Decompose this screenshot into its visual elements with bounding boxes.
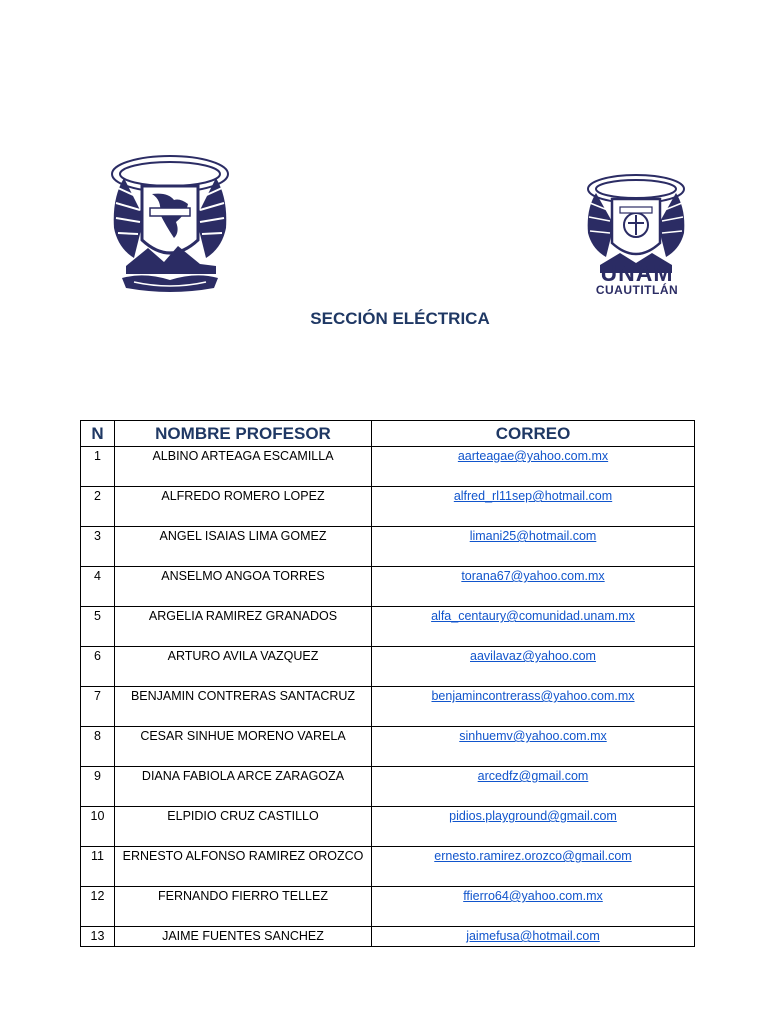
table-row [81,767,695,807]
row-nombre: ARGELIA RAMIREZ GRANADOS [115,607,372,647]
row-number: 5 [81,607,115,647]
header-n: N [81,421,115,447]
row-correo-link[interactable]: alfa_centaury@comunidad.unam.mx [431,609,635,623]
row-number: 12 [81,887,115,927]
row-nombre: ANGEL ISAIAS LIMA GOMEZ [115,527,372,567]
row-nombre: ARTURO AVILA VAZQUEZ [115,647,372,687]
table-row [81,847,695,887]
row-nombre: ERNESTO ALFONSO RAMIREZ OROZCO [115,847,372,887]
table-row [81,647,695,687]
table-row [81,727,695,767]
unam-escudo-icon [104,148,236,298]
page-title: SECCIÓN ELÉCTRICA [310,309,490,328]
row-number: 10 [81,807,115,847]
row-number: 8 [81,727,115,767]
row-correo-link[interactable]: ernesto.ramirez.orozco@gmail.com [434,849,632,863]
row-nombre: ALFREDO ROMERO LOPEZ [115,487,372,527]
header-nombre: NOMBRE PROFESOR [115,421,372,447]
table-row [81,527,695,567]
row-nombre: ALBINO ARTEAGA ESCAMILLA [115,447,372,487]
row-nombre: ANSELMO ANGOA TORRES [115,567,372,607]
row-nombre: JAIME FUENTES SANCHEZ [115,927,372,947]
row-number: 13 [81,927,115,947]
table-row [81,807,695,847]
row-correo-link[interactable]: jaimefusa@hotmail.com [466,929,600,943]
row-correo-link[interactable]: torana67@yahoo.com.mx [461,569,605,583]
row-number: 11 [81,847,115,887]
table-row [81,447,695,487]
row-correo-link[interactable]: pidios.playground@gmail.com [449,809,617,823]
row-correo-link[interactable]: alfred_rl11sep@hotmail.com [453,489,613,503]
row-correo-link[interactable]: benjamincontrerass@yahoo.com.mx [431,689,635,703]
row-correo-link[interactable]: aavilavaz@yahoo.com [470,649,596,663]
table-row [81,607,695,647]
row-correo-link[interactable]: arcedfz@gmail.com [477,769,589,783]
table-row [81,567,695,607]
row-number: 3 [81,527,115,567]
row-correo-link[interactable]: limani25@hotmail.com [469,529,597,543]
row-number: 6 [81,647,115,687]
row-number: 4 [81,567,115,607]
profesores-table [80,420,695,947]
row-correo-link[interactable]: sinhuemv@yahoo.com.mx [459,729,607,743]
row-nombre: CESAR SINHUE MORENO VARELA [115,727,372,767]
row-nombre: FERNANDO FIERRO TELLEZ [115,887,372,927]
row-nombre: ELPIDIO CRUZ CASTILLO [115,807,372,847]
table-row [81,487,695,527]
row-number: 2 [81,487,115,527]
row-number: 9 [81,767,115,807]
table-row [81,687,695,727]
row-nombre: BENJAMIN CONTRERAS SANTACRUZ [115,687,372,727]
row-number: 1 [81,447,115,487]
header-correo: CORREO [372,421,695,447]
row-correo-link[interactable]: ffierro64@yahoo.com.mx [463,889,603,903]
row-number: 7 [81,687,115,727]
table-row [81,927,695,947]
table-row [81,887,695,927]
cuautitlan-wordmark: CUAUTITLÁN [595,283,679,297]
row-nombre: DIANA FABIOLA ARCE ZARAGOZA [115,767,372,807]
table-header-row [81,421,695,447]
unam-wordmark: UNAM [600,260,674,286]
row-correo-link[interactable]: aarteagae@yahoo.com.mx [457,449,609,463]
